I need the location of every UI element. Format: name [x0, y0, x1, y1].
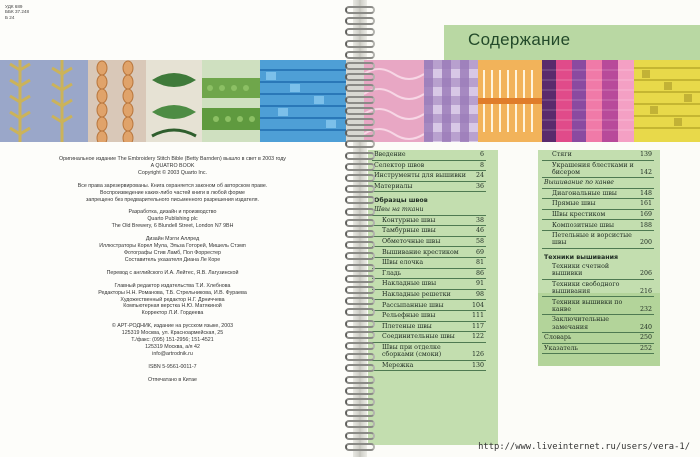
toc-entry[interactable]	[372, 332, 486, 343]
toc-entry-label: Украшения блестками и бисером	[552, 161, 634, 177]
spiral-ring	[345, 376, 375, 384]
spiral-ring	[345, 353, 375, 361]
spiral-ring	[345, 409, 375, 417]
toc-entry-label: Техники вышивки по канве	[552, 298, 623, 313]
toc-entry-label: Гладь	[382, 269, 402, 277]
credit-line: Quarto Publishing plc	[147, 216, 198, 223]
credit-line: Дизайн Мэгги Аллред	[145, 236, 200, 243]
credit-line: info@artrodnik.ru	[152, 350, 193, 357]
toc-subheading: Швы на ткани	[372, 205, 486, 215]
credit-line: A QUATRO BOOK	[150, 162, 195, 169]
spiral-ring	[345, 230, 375, 238]
toc-entry[interactable]	[372, 343, 486, 361]
catalog-line: УДК 689	[5, 4, 23, 9]
spiral-ring	[345, 208, 375, 216]
toc-entry-page: 169	[639, 211, 652, 219]
spiral-ring	[345, 308, 375, 316]
credit-line: © АРТ-РОДНИК, издание на русском языке, 2003	[111, 323, 234, 330]
credit-line: Copyright © 2003 Quarto Inc.	[138, 169, 207, 176]
toc-entry-label: Рассыпанные швы	[382, 301, 444, 309]
credit-line: Компьютерная верстка Н.Ю. Матякиной	[123, 303, 222, 310]
toc-entry[interactable]	[372, 300, 486, 311]
printed-in-line: Отпечатано в Китае	[147, 376, 198, 383]
toc-entry-label: Заключительные замечания	[552, 316, 610, 331]
toc-entry-page: 6	[479, 151, 484, 159]
credit-line: Главный редактор издательства Т.И. Хлебнова	[114, 282, 231, 289]
toc-entry-page: 148	[639, 189, 652, 197]
stitch-sample-icon	[260, 60, 346, 142]
credit-line: Составитель указателя Диана Ле Коре	[124, 256, 221, 263]
credit-line: Фотографы Стив Ламб, Пол Форрестер	[123, 249, 222, 256]
stitch-sample-icon	[202, 60, 260, 142]
stitch-sample-icon	[634, 60, 700, 142]
toc-entry[interactable]	[372, 290, 486, 301]
spiral-ring	[345, 331, 375, 339]
spiral-ring	[345, 432, 375, 440]
toc-entry-label: Накладные решетки	[382, 291, 451, 299]
credit-line: 125319 Москва, ул. Красноармейская, 25	[121, 330, 224, 337]
toc-entry-label: Техники счетной вышивки	[552, 263, 610, 278]
toc-entry-page: 206	[639, 270, 652, 278]
toc-entry-label: Швы при отделке сборками (смоки)	[382, 344, 442, 359]
credit-line: Т./факс: (095) 151-2956; 151-4521	[131, 337, 214, 344]
toc-entry-page: 86	[475, 269, 484, 277]
stitch-sample-icon	[88, 60, 146, 142]
spiral-ring	[345, 96, 375, 104]
toc-entry-label: Мережка	[382, 361, 414, 369]
credit-line: Корректор Л.И. Гордеева	[141, 310, 204, 317]
toc-entry[interactable]	[372, 161, 486, 172]
spiral-binding	[345, 6, 375, 454]
toc-entry-label: Словарь	[544, 334, 572, 342]
spiral-ring	[345, 163, 375, 171]
toc-entry-page: 126	[471, 351, 484, 359]
credit-line: Воспроизведение каких-либо частей книги в любой форме	[99, 189, 246, 196]
spiral-ring	[345, 185, 375, 193]
stitch-sample-icon	[478, 60, 542, 142]
toc-entry-label: Тамбурные швы	[382, 227, 436, 235]
toc-entry-page: 216	[639, 288, 652, 296]
toc-entry-label: Прямые швы	[552, 200, 596, 208]
spiral-ring	[345, 275, 375, 283]
toc-entry[interactable]	[372, 279, 486, 290]
stitch-sample-icon	[0, 60, 88, 142]
spiral-ring	[345, 420, 375, 428]
toc-entry[interactable]	[372, 216, 486, 227]
toc-entry[interactable]	[542, 220, 654, 231]
toc-entry[interactable]	[542, 161, 654, 179]
toc-entry-page: 111	[471, 312, 484, 320]
spiral-ring	[345, 443, 375, 451]
toc-entry-label: Селектор швов	[374, 161, 425, 169]
spiral-ring	[345, 241, 375, 249]
toc-entry[interactable]	[542, 199, 654, 210]
purple-gingham-photo	[424, 60, 478, 142]
toc-entry-page: 58	[475, 238, 484, 246]
spiral-ring	[345, 28, 375, 36]
credit-line: The Old Brewery, 6 Blundell Street, London N7 9BH	[111, 223, 234, 230]
toc-entry[interactable]	[372, 269, 486, 280]
toc-entry[interactable]	[372, 182, 486, 193]
toc-entry[interactable]	[542, 150, 654, 161]
credit-line: запрещено без предварительного письменного разрешения издателя.	[85, 196, 260, 203]
spiral-ring	[345, 129, 375, 137]
spiral-ring	[345, 152, 375, 160]
toc-entry-page: 252	[639, 344, 652, 352]
toc-entry-label: Вышивание крестиком	[382, 248, 459, 256]
toc-entry-label: Материалы	[374, 183, 413, 191]
watermark-url: http://www.liveinternet.ru/users/vera-1/	[478, 442, 690, 452]
toc-subheading: Вышивание по канве	[542, 178, 654, 188]
toc-entry-label: Диагональные швы	[552, 189, 617, 197]
credits-block	[0, 156, 345, 384]
credit-line: 125319 Москва, а/я 42	[145, 343, 200, 350]
toc-entry[interactable]	[542, 189, 654, 200]
toc-entry[interactable]	[372, 311, 486, 322]
catalog-line: ББК 37.248	[5, 9, 30, 15]
spiral-ring	[345, 387, 375, 395]
credit-line: Редакторы Н.Н. Романова, Т.Б. Стрельникова, И.В. Фураева	[98, 289, 247, 296]
stitch-sample-icon	[146, 60, 202, 142]
toc-entry[interactable]	[372, 150, 486, 161]
toc-entry-page: 122	[471, 333, 484, 341]
toc-entry-page: 200	[639, 239, 652, 247]
blue-canvas-photo	[260, 60, 346, 142]
toc-entry-page: 98	[475, 291, 484, 299]
toc-entry-label: Контурные швы	[382, 216, 436, 224]
credit-line: Художественный редактор Н.Г. Дрниччева	[120, 296, 225, 303]
toc-entry-page: 117	[471, 322, 484, 330]
toc-entry-label: Плетеные швы	[382, 322, 432, 330]
spiral-ring	[345, 252, 375, 260]
toc-entry[interactable]	[372, 171, 486, 182]
toc-entry[interactable]	[542, 280, 654, 298]
credit-line: Иллюстраторы Корел Мула, Эльза Готорей, Мишель Стэмп	[99, 243, 246, 250]
toc-entry-page: 69	[475, 248, 484, 256]
toc-entry-page: 36	[475, 183, 484, 191]
toc-entry[interactable]	[542, 333, 654, 344]
spiral-ring	[345, 84, 375, 92]
toc-entry-label: Техники свободного вышивания	[552, 280, 620, 296]
catalog-codes	[5, 4, 29, 20]
spiral-ring	[345, 40, 375, 48]
credit-line: Все права зарезервированы. Книга охраняется законом об авторском праве.	[77, 182, 268, 189]
spiral-ring	[345, 62, 375, 70]
chain-stitch-photo	[88, 60, 146, 142]
toc-entry-page: 38	[475, 216, 484, 224]
satin-leaf-photo	[146, 60, 202, 142]
toc-entry-label: Введение	[374, 151, 406, 159]
toc-entry-label: Стяги	[552, 151, 572, 159]
spiral-ring	[345, 174, 375, 182]
spiral-ring	[345, 264, 375, 272]
spiral-ring	[345, 73, 375, 81]
toc-entry-page: 81	[475, 259, 484, 267]
toc-entry-label: Швы крестиком	[552, 211, 606, 219]
toc-entry-page: 104	[471, 301, 484, 309]
toc-entry-label: Указатель	[544, 344, 579, 352]
spiral-ring	[345, 51, 375, 59]
toc-entry[interactable]	[372, 361, 486, 372]
credit-line: Разработка, дизайн и производство	[128, 209, 217, 216]
contents-title-box	[444, 25, 700, 60]
toc-entry[interactable]	[372, 247, 486, 258]
spiral-ring	[345, 286, 375, 294]
toc-entry[interactable]	[542, 231, 654, 249]
toc-entry-label: Инструменты для вышивки	[374, 172, 466, 180]
spiral-ring	[345, 118, 375, 126]
striped-canvas-photo	[542, 60, 634, 142]
spiral-ring	[345, 219, 375, 227]
toc-entry-page: 24	[475, 172, 484, 180]
toc-entry-label: Накладные швы	[382, 280, 437, 288]
toc-column-left	[372, 150, 486, 371]
toc-entry-page: 46	[475, 227, 484, 235]
orange-drawn-thread-photo	[478, 60, 542, 142]
toc-entry[interactable]	[542, 344, 654, 355]
toc-entry-label: Петельные и ворсистые швы	[552, 232, 632, 247]
toc-entry-label: Обметочные швы	[382, 238, 441, 246]
spiral-ring	[345, 6, 375, 14]
spiral-ring	[345, 364, 375, 372]
toc-entry-page: 8	[479, 161, 484, 169]
toc-entry-page: 240	[639, 323, 652, 331]
toc-entry-label: Швы елочка	[382, 259, 424, 267]
page-title: Содержание	[468, 30, 571, 49]
toc-entry[interactable]	[372, 226, 486, 237]
spiral-ring	[345, 297, 375, 305]
toc-entry[interactable]	[372, 237, 486, 248]
toc-entry-page: 250	[639, 334, 652, 342]
toc-entry-page: 139	[639, 151, 652, 159]
spiral-ring	[345, 17, 375, 25]
isbn-line: ISBN 5-9561-0011-7	[148, 363, 197, 370]
spiral-ring	[345, 107, 375, 115]
credit-line: Перевод с английского И.А. Лейтес, Я.В. Лагузинской	[106, 269, 239, 276]
green-knot-photo	[202, 60, 260, 142]
toc-entry-page: 142	[639, 169, 652, 177]
credit-line: Оригинальное издание The Embroidery Stitch Bible (Betty Barnden) вышло в свет в 2003 году	[59, 156, 286, 162]
stitch-sample-icon	[424, 60, 478, 142]
catalog-line: Б 24	[5, 14, 15, 20]
yellow-canvas-photo	[634, 60, 700, 142]
toc-entry-page: 130	[471, 361, 484, 369]
toc-section-heading: Техники вышивания	[544, 253, 619, 261]
toc-entry-page: 91	[475, 280, 484, 288]
spiral-ring	[345, 342, 375, 350]
spiral-ring	[345, 140, 375, 148]
toc-entry-label: Рельефные швы	[382, 312, 436, 320]
stitch-sample-icon	[542, 60, 634, 142]
toc-entry-label: Соединительные швы	[382, 333, 455, 341]
toc-column-right	[542, 150, 654, 354]
toc-entry[interactable]	[542, 262, 654, 280]
toc-entry[interactable]	[542, 210, 654, 221]
toc-entry-label: Композитные швы	[552, 221, 615, 229]
toc-entry[interactable]	[542, 297, 654, 315]
toc-entry[interactable]	[372, 322, 486, 333]
toc-entry-page: 161	[639, 200, 652, 208]
toc-entry[interactable]	[542, 315, 654, 333]
toc-entry-page: 188	[639, 221, 652, 229]
toc-entry-page: 232	[639, 305, 652, 313]
toc-entry[interactable]	[372, 258, 486, 269]
spiral-ring	[345, 196, 375, 204]
feather-stitch-photo	[0, 60, 88, 142]
toc-section-heading: Образцы швов	[374, 197, 428, 205]
spiral-ring	[345, 320, 375, 328]
spiral-ring	[345, 398, 375, 406]
